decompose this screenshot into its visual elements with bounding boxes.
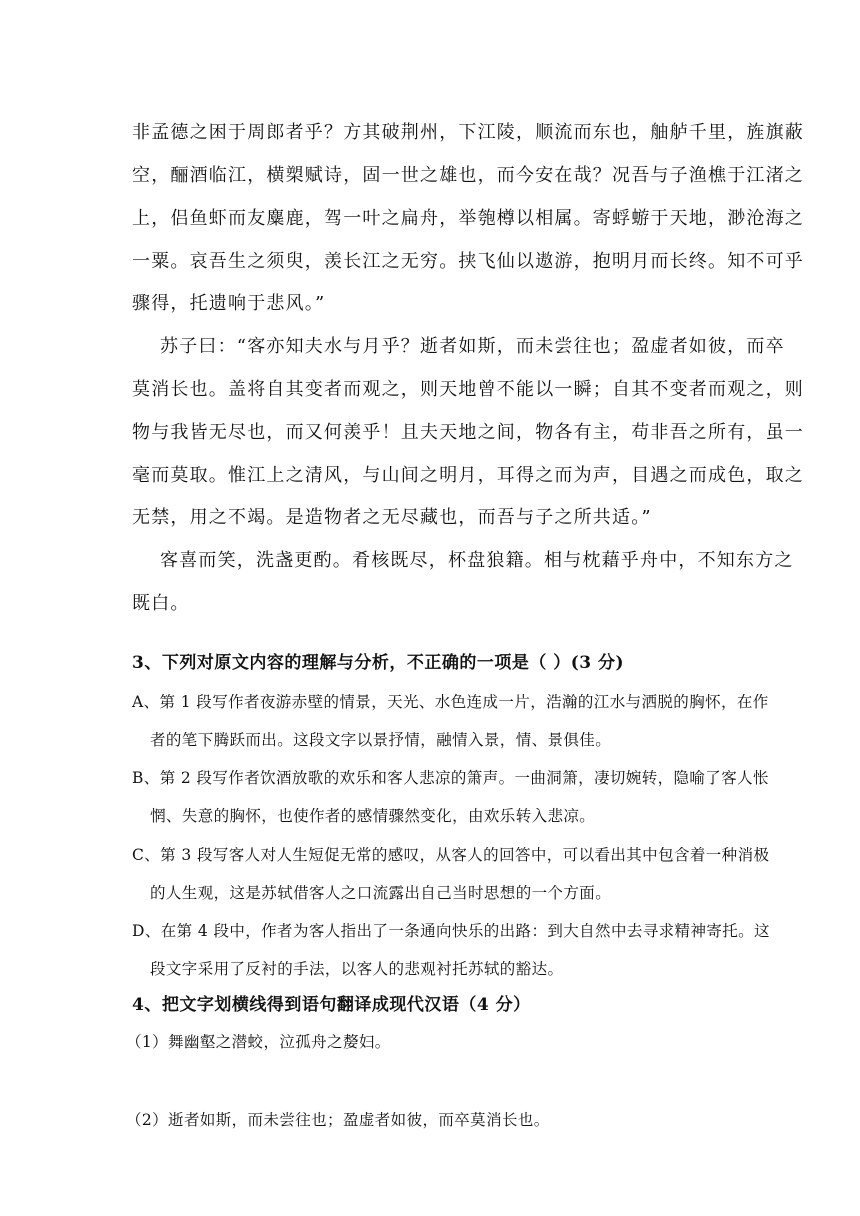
passage-line: 苏子曰：“客亦知夫水与月乎？逝者如斯，而未尝往也；盈虚者如彼，而卒: [160, 336, 785, 357]
passage-line: 非孟德之困于周郎者乎？方其破荆州，下江陵，顺流而东也，舳舻千里，旌旗蔽: [132, 122, 804, 143]
question-3-stem: 3、下列对原文内容的理解与分析，不正确的一项是（ ）(3 分): [132, 653, 625, 673]
option-c-line-1: C、第 3 段写客人对人生短促无常的感叹，从客人的回答中，可以看出其中包含着一种消极: [132, 846, 770, 864]
question-4-item-1: （1）舞幽壑之潜蛟，泣孤舟之嫠妇。: [126, 1033, 391, 1051]
option-a-line-2: 者的笔下腾跃而出。这段文字以景抒情，融情入景，情、景俱佳。: [150, 731, 612, 749]
passage-line: 物与我皆无尽也，而又何羡乎！且夫天地之间，物各有主，苟非吾之所有，虽一: [132, 422, 804, 443]
question-4-stem: 4、把文字划横线得到语句翻译成现代汉语（4 分）: [132, 995, 531, 1015]
option-a-line-1: A、第 1 段写作者夜游赤壁的情景，天光、水色连成一片，浩瀚的江水与洒脱的胸怀，在作: [132, 693, 769, 711]
option-d-line-1: D、在第 4 段中，作者为客人指出了一条通向快乐的出路：到大自然中去寻求精神寄托。这: [132, 922, 770, 940]
passage-line: 空，酾酒临江，横槊赋诗，固一世之雄也，而今安在哉？况吾与子渔樵于江渚之: [132, 165, 804, 186]
passage-line: 一粟。哀吾生之须臾，羡长江之无穷。挟飞仙以遨游，抱明月而长终。知不可乎: [132, 251, 804, 272]
option-b-line-1: B、第 2 段写作者饮酒放歌的欢乐和客人悲凉的箫声。一曲洞箫，凄切婉转，隐喻了客人怅: [132, 769, 769, 787]
passage-line: 毫而莫取。惟江上之清风，与山间之明月，耳得之而为声，目遇之而成色，取之: [132, 465, 804, 486]
question-4-item-2: （2）逝者如斯，而未尝往也；盈虚者如彼，而卒莫消长也。: [126, 1111, 550, 1129]
option-d-line-2: 段文字采用了反衬的手法，以客人的悲观衬托苏轼的豁达。: [150, 960, 564, 978]
option-b-line-2: 惘、失意的胸怀，也使作者的感情骤然变化，由欢乐转入悲凉。: [150, 807, 596, 825]
passage-line: 骤得，托遗响于悲风。”: [132, 293, 326, 314]
passage-line: 客喜而笑，洗盏更酌。肴核既尽，杯盘狼籍。相与枕藉乎舟中，不知东方之: [160, 550, 794, 571]
option-c-line-2: 的人生观，这是苏轼借客人之口流露出自己当时思想的一个方面。: [150, 884, 612, 902]
passage-line: 莫消长也。盖将自其变者而观之，则天地曾不能以一瞬；自其不变者而观之，则: [132, 379, 804, 400]
passage-line: 上，侣鱼虾而友麋鹿，驾一叶之扁舟，举匏樽以相属。寄蜉蝣于天地，渺沧海之: [132, 208, 804, 229]
passage-line: 既白。: [132, 593, 190, 614]
passage-line: 无禁，用之不竭。是造物者之无尽藏也，而吾与子之所共适。”: [132, 507, 652, 528]
